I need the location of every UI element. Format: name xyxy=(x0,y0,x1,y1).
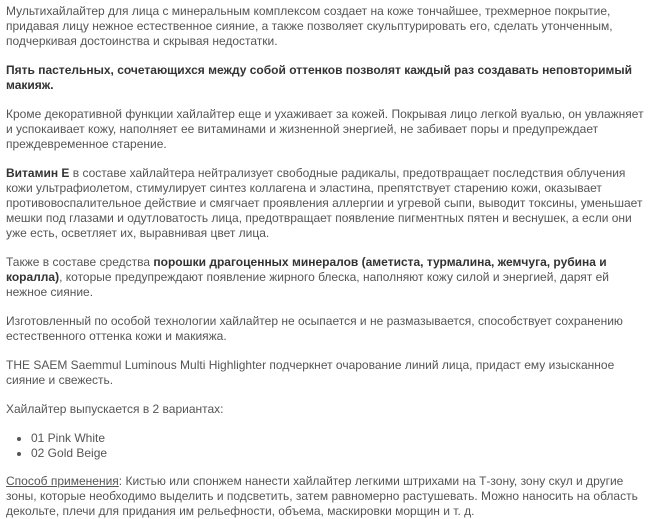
vitamin-paragraph xyxy=(6,166,650,241)
variants-list xyxy=(6,431,650,461)
usage-text: : Кистью или спонжем нанести хайлайтер легкими штрихами на Т-зону, зону скул и другие зоны, которые необходимо выделить и подсветить, затем равномерно растушевать. Можно наносить на область декольте, плечи для придания им рельефности, объема, маскировки морщин и т. д. xyxy=(6,474,638,518)
list-item: • 02 Gold Beige xyxy=(31,446,650,461)
variants-intro: Хайлайтер выпускается в 2 вариантах: xyxy=(6,402,224,416)
vitamin-text: в составе хайлайтера нейтрализует свободные радикалы, предотвращает последствия облучения кожи ультрафиолетом, стимулирует синтез коллагена и эластина, препятствует старению кожи, оказывает противовоспалительное действие и смягчает проявления аллергии и угревой сыпи, выводит токсины, уменьшает мешки под глазами и одутловатость лица, предотвращает появление пигментных пятен и веснушек, а если они уже есть, осветляет их, выравнивая цвет лица. xyxy=(6,166,643,240)
shades-heading: Пять пастельных, сочетающихся между собой оттенков позволят каждый раз создавать неповторимый макияж. xyxy=(6,63,633,92)
list-item: • 01 Pink White xyxy=(31,431,650,446)
minerals-paragraph xyxy=(6,255,650,300)
vitamin-label: Витамин Е xyxy=(6,166,70,180)
usage-paragraph xyxy=(6,474,650,519)
minerals-text: , которые предупреждают появление жирного блеска, наполняют кожу силой и энергией, дарят ей нежное сияние. xyxy=(6,270,610,299)
product-paragraph: THE SAEM Saemmul Luminous Multi Highlighter подчеркнет очарование линий лица, придаст ему изысканное сияние и свежесть. xyxy=(6,358,615,387)
minerals-label: порошки драгоценных минералов (аметиста, турмалина, жемчуга, рубина и коралла) xyxy=(6,255,607,284)
minerals-prefix: Также в составе средства xyxy=(6,255,154,269)
intro-paragraph: Мультихайлайтер для лица с минеральным комплексом создает на коже тончайшее, трехмерное покрытие, придавая лицу нежное естественное сияние, а также позволяет скульптурировать его, сделать утонченным, подчеркивая достоинства и скрывая недостатки. xyxy=(6,4,613,48)
technology-paragraph: Изготовленный по особой технологии хайлайтер не осыпается и не размазывается, способствует сохранению естественного оттенка кожи и макияжа. xyxy=(6,314,623,343)
care-paragraph: Кроме декоративной функции хайлайтер еще и ухаживает за кожей. Покрывая лицо легкой вуалью, он увлажняет и успокаивает кожу, наполняет ее витаминами и жизненной энергией, не забивает поры и предупреждает преждевременное старение. xyxy=(6,107,644,151)
usage-label: Способ применения xyxy=(6,474,119,488)
